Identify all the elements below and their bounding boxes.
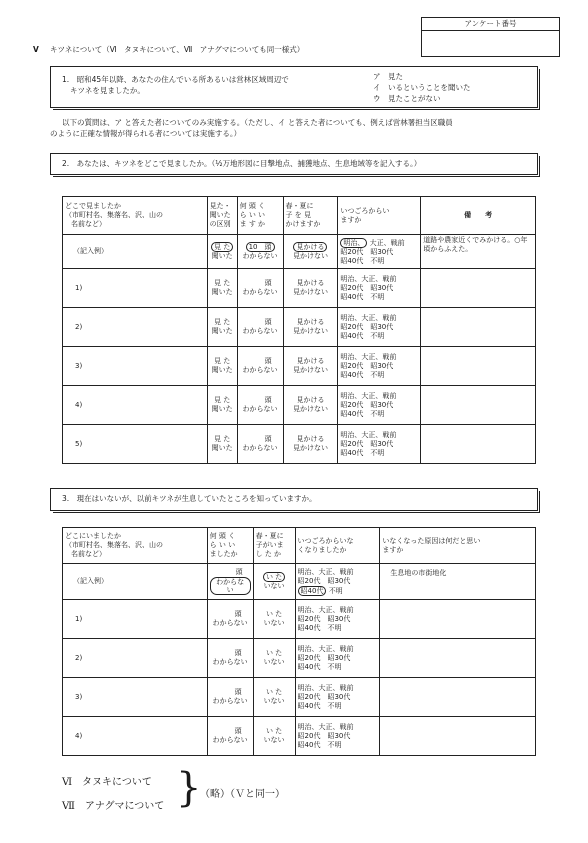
q3-header-reason-1: いなくなった原因は何だと思い (382, 536, 481, 545)
q2-row-seen (207, 425, 237, 464)
q3-row-season (253, 639, 295, 678)
footer-line-1: Ⅵ タヌキについて (62, 777, 152, 788)
q3-example-row (63, 564, 536, 600)
q2-row-when-line-3: 昭40代 不明 (340, 292, 385, 301)
q2-row-label (63, 308, 208, 347)
q2-header-season-2: 子 を 見 (285, 211, 311, 219)
q3-header-when-1: いつごろからいな (297, 536, 354, 545)
q2-header-seen-1: 見た・ (209, 202, 231, 210)
q3-row-when (295, 639, 380, 678)
q3-row (63, 678, 536, 717)
q2-example-when-3: 昭40代 不明 (340, 256, 385, 265)
q3-row-label-line-1: 1) (75, 614, 83, 623)
q2-row-season (283, 308, 338, 347)
q3-header-when-2: くなりましたか (297, 545, 347, 554)
q2-row-count (237, 425, 283, 464)
q2-row-seen (207, 347, 237, 386)
q3-header-place-3: 名前など） (71, 550, 106, 558)
q2-row-season-line-2: 見かけない (292, 327, 328, 335)
q3-header-season-1: 春・夏に (255, 532, 284, 540)
q2-row-seen-line-2: 聞いた (211, 366, 233, 374)
q2-row-season-line-1: 見かける (296, 357, 325, 365)
q3-row-count (207, 639, 253, 678)
q3-row-season (253, 717, 295, 756)
q3-row-count-line-2: わからない (212, 658, 248, 666)
q2-row-label-line-1: 5) (75, 439, 83, 448)
q3-row-when-line-3: 昭40代 不明 (297, 662, 342, 671)
q2-row-seen-line-2: 聞いた (211, 405, 233, 413)
q2-row-season-line-2: 見かけない (292, 444, 328, 452)
q3-row-season (253, 600, 295, 639)
q2-row-seen (207, 308, 237, 347)
q3-header-place-1: どこにいましたか (65, 532, 121, 540)
q3-example-count-circled: わからない (210, 577, 251, 595)
q3-header-count-1: 何 頭 く (209, 532, 236, 540)
q2-row-count (237, 269, 283, 308)
q3-header-place (63, 528, 208, 564)
q3-row-count-line-2: わからない (212, 619, 248, 627)
section-title: キツネについて（Ⅵ タヌキについて、Ⅶ アナグマについても同一様式） (50, 45, 305, 54)
q2-header-place-2: （市町村名、集落名、沢、山の (65, 211, 163, 219)
q2-row-when-line-2: 昭20代 昭30代 (340, 322, 394, 331)
footer-note: （略）（Ｖと同一） (200, 789, 285, 800)
q1-text-2: キツネを見ましたか。 (70, 86, 145, 95)
q2-row-label-line-1: 3) (75, 361, 83, 370)
q3-header-season (253, 528, 295, 564)
q2-header-place-3: 名前など） (71, 220, 106, 228)
q2-row-count-line-1: 頭 (264, 318, 272, 326)
q2-row-count-line-1: 頭 (264, 435, 272, 443)
q2-row-label (63, 269, 208, 308)
q2-row-season (283, 269, 338, 308)
q3-example-count-1: 頭 (235, 568, 243, 576)
q2-header-count (237, 197, 283, 235)
q2-row-when-line-1: 明治、大正、戦前 (340, 430, 397, 439)
q3-row-season-line-1: い た (265, 688, 283, 696)
q2-row-count-line-2: わからない (242, 444, 278, 452)
q2-row-label-line-1: 2) (75, 322, 83, 331)
q2-header-when-1: いつごろからい (340, 206, 390, 215)
q3-row-when-line-2: 昭20代 昭30代 (297, 692, 351, 701)
q2-text: 2. あなたは、キツネをどこで見ましたか。（½万地形図に目撃地点、捕獲地点、生息地域等を記入する。） (62, 159, 422, 168)
q2-example-when (338, 235, 421, 269)
q2-row-count (237, 347, 283, 386)
q3-header-count (207, 528, 253, 564)
survey-number-label: アンケート番号 (422, 18, 559, 31)
q2-row-season-line-2: 見かけない (292, 366, 328, 374)
q3-row-when-line-2: 昭20代 昭30代 (297, 731, 351, 740)
q2-row-seen-line-2: 聞いた (211, 288, 233, 296)
q2-row-when (338, 386, 421, 425)
q2-row-count-line-2: わからない (242, 327, 278, 335)
q3-header-season-3: し た か (255, 550, 282, 558)
q2-table (62, 196, 536, 464)
q3-row-label-line-1: 3) (75, 692, 83, 701)
q3-row-count (207, 717, 253, 756)
q2-header-place (63, 197, 208, 235)
q2-row-when (338, 308, 421, 347)
q3-row-season-line-1: い た (265, 727, 283, 735)
q2-row-when-line-1: 明治、大正、戦前 (340, 313, 397, 322)
q3-header-row (63, 528, 536, 564)
q2-example-label: （記入例） (63, 235, 208, 269)
q3-row-label (63, 639, 208, 678)
q2-row-count-line-1: 頭 (264, 396, 272, 404)
q3-row-count (207, 678, 253, 717)
q3-row-label-line-1: 2) (75, 653, 83, 662)
q2-row-season-line-1: 見かける (296, 279, 325, 287)
q3-row-reason (380, 717, 536, 756)
q2-row-count-line-1: 頭 (264, 279, 272, 287)
q3-header-place-2: （市町村名、集落名、沢、山の (65, 541, 163, 549)
q2-row-count-line-2: わからない (242, 366, 278, 374)
q2-row-when-line-1: 明治、大正、戦前 (340, 391, 397, 400)
q2-header-row (63, 197, 536, 235)
q3-row-when-line-3: 昭40代 不明 (297, 740, 342, 749)
q3-header-count-2: ら い い (209, 541, 236, 549)
q3-row-when (295, 600, 380, 639)
q2-row-season-line-2: 見かけない (292, 405, 328, 413)
q2-header-seen-3: の区別 (209, 220, 231, 228)
q3-header-count-3: ましたか (209, 550, 238, 558)
footer-brace-icon: } (176, 765, 202, 811)
q2-row-season-line-2: 見かけない (292, 288, 328, 296)
q3-row-label (63, 717, 208, 756)
q2-header-count-2: ら い い (239, 211, 266, 219)
q1-option-a: ア 見た (373, 72, 403, 81)
q3-text: 3. 現在はいないが、以前キツネが生息していたところを知っていますか。 (62, 494, 317, 503)
q3-example-when-1: 明治、大正、戦前 (297, 567, 354, 576)
q2-row-label-line-1: 1) (75, 283, 83, 292)
q3-row (63, 639, 536, 678)
q2-row-count-line-1: 頭 (264, 357, 272, 365)
q1-text-1: 1. 昭和45年以降、あなたの住んでいる所あるいは営林区域周辺で (62, 75, 289, 84)
q2-header-count-3: ま す か (239, 220, 266, 228)
q2-row-when (338, 269, 421, 308)
q3-row-when-line-1: 明治、大正、戦前 (297, 722, 354, 731)
q3-example-when-circled: 昭40代 (298, 586, 327, 596)
q3-example-count (207, 564, 253, 600)
q2-row-when-line-1: 明治、大正、戦前 (340, 274, 397, 283)
q2-example-when-2: 昭20代 昭30代 (340, 247, 394, 256)
q3-row-count-line-2: わからない (212, 736, 248, 744)
q2-row-seen-line-1: 見 た (214, 279, 231, 287)
q3-example-label: （記入例） (63, 564, 208, 600)
q2-row-when-line-2: 昭20代 昭30代 (340, 400, 394, 409)
q2-row-when-line-2: 昭20代 昭30代 (340, 283, 394, 292)
q2-row-when-line-1: 明治、大正、戦前 (340, 352, 397, 361)
q3-row-count-line-1: 頭 (234, 610, 242, 618)
q3-row-count-line-1: 頭 (234, 727, 242, 735)
q3-header-reason-2: ますか (382, 545, 404, 554)
q2-row-count-line-2: わからない (242, 405, 278, 413)
q2-row-season (283, 347, 338, 386)
q2-example-season (283, 235, 338, 269)
q2-row-seen-line-2: 聞いた (211, 327, 233, 335)
q3-example-season (253, 564, 295, 600)
q2-row-label (63, 425, 208, 464)
q2-row-remark (421, 425, 536, 464)
q3-row-season-line-2: いない (263, 658, 285, 666)
q3-row-label (63, 678, 208, 717)
q1-option-b: イ いるということを聞いた (373, 83, 471, 92)
q2-row-seen-line-2: 聞いた (211, 444, 233, 452)
q3-row-when (295, 678, 380, 717)
q3-row-season-line-2: いない (263, 697, 285, 705)
q2-row-season (283, 386, 338, 425)
q2-row (63, 386, 536, 425)
q2-row (63, 425, 536, 464)
q3-row-season-line-1: い た (265, 649, 283, 657)
q3-row (63, 717, 536, 756)
q3-row-label (63, 600, 208, 639)
q3-example-when-3b: 不明 (328, 586, 343, 595)
q2-example-when-circled: 明治、 (340, 238, 367, 248)
q2-row-seen (207, 386, 237, 425)
q2-header-season-1: 春・夏に (285, 202, 314, 210)
q2-row-remark (421, 386, 536, 425)
q3-row-when-line-1: 明治、大正、戦前 (297, 644, 354, 653)
q2-example-count-2: わからない (242, 252, 278, 260)
q2-header-when-2: ますか (340, 215, 362, 224)
q3-row-count (207, 600, 253, 639)
q3-row-when-line-3: 昭40代 不明 (297, 623, 342, 632)
q2-row-season-line-1: 見かける (296, 396, 325, 404)
q2-header-seen (207, 197, 237, 235)
note-line-1: 以下の質問は、ア と答えた者についてのみ実施する。（ただし、イ と答えた者についても、例えば営林署担当区職員 (62, 118, 453, 127)
q2-row-seen-line-1: 見 た (214, 435, 231, 443)
q2-row-seen (207, 269, 237, 308)
q2-row-seen-line-1: 見 た (214, 396, 231, 404)
q2-row-when-line-2: 昭20代 昭30代 (340, 439, 394, 448)
q3-row-when-line-2: 昭20代 昭30代 (297, 653, 351, 662)
survey-number-box (421, 17, 560, 57)
q3-example-reason: 生息地の市街地化 (380, 564, 536, 600)
q2-row-remark (421, 269, 536, 308)
q2-row-label (63, 347, 208, 386)
q2-example-remark: 道路や農家近くでみかける。○年頃からふえた。 (421, 235, 536, 269)
q2-row-remark (421, 308, 536, 347)
q2-row-count-line-2: わからない (242, 288, 278, 296)
q3-header-season-2: 子がいま (255, 541, 284, 549)
section-number: V (33, 45, 39, 54)
q3-row-reason (380, 600, 536, 639)
q3-table (62, 527, 536, 756)
q2-example-count (237, 235, 283, 269)
q3-row-season-line-2: いない (263, 619, 285, 627)
q2-header-season (283, 197, 338, 235)
q3-example-when (295, 564, 380, 600)
q3-row-reason (380, 639, 536, 678)
q3-row-season-line-2: いない (263, 736, 285, 744)
q2-row-season (283, 425, 338, 464)
q2-header-count-1: 何 頭 く (239, 202, 266, 210)
q2-header-when (338, 197, 421, 235)
q2-example-season-circled: 見かける (293, 242, 327, 252)
q2-example-season-2: 見かけない (292, 252, 328, 260)
q2-row-when-line-2: 昭20代 昭30代 (340, 361, 394, 370)
q3-row-label-line-1: 4) (75, 731, 83, 740)
q3-row-count-line-2: わからない (212, 697, 248, 705)
q2-header-season-3: かけますか (285, 220, 321, 228)
q2-row-when (338, 425, 421, 464)
q2-example-seen (207, 235, 237, 269)
q2-row-season-line-1: 見かける (296, 318, 325, 326)
q2-row-seen-line-1: 見 た (214, 357, 231, 365)
q2-row-when-line-3: 昭40代 不明 (340, 409, 385, 418)
q3-row-count-line-1: 頭 (234, 649, 242, 657)
q2-example-when-1b: 大正、戦前 (369, 238, 405, 247)
footer-line-2: Ⅶ アナグマについて (62, 801, 165, 812)
q2-example-seen-2: 聞いた (211, 252, 233, 260)
q2-row (63, 269, 536, 308)
q3-header-when (295, 528, 380, 564)
q2-example-count-circled: 10 頭 (246, 242, 275, 252)
q2-header-place-1: どこで見ましたか (65, 202, 121, 210)
q3-row-when-line-3: 昭40代 不明 (297, 701, 342, 710)
q1-option-c: ウ 見たことがない (373, 94, 441, 103)
q3-row-when-line-1: 明治、大正、戦前 (297, 605, 354, 614)
q3-row-reason (380, 678, 536, 717)
q3-row-season (253, 678, 295, 717)
q3-row-when-line-1: 明治、大正、戦前 (297, 683, 354, 692)
q2-row-remark (421, 347, 536, 386)
q2-row-season-line-1: 見かける (296, 435, 325, 443)
q2-example-seen-circled: 見 た (211, 242, 233, 252)
q2-row-when (338, 347, 421, 386)
q3-header-reason (380, 528, 536, 564)
q2-example-row (63, 235, 536, 269)
q3-row (63, 600, 536, 639)
q2-row-count (237, 386, 283, 425)
q3-example-when-2: 昭20代 昭30代 (297, 576, 351, 585)
q2-row-seen-line-1: 見 た (214, 318, 231, 326)
q3-row-when-line-2: 昭20代 昭30代 (297, 614, 351, 623)
q2-header-seen-2: 聞いた (209, 211, 231, 219)
q2-row-label (63, 386, 208, 425)
q2-row-when-line-3: 昭40代 不明 (340, 448, 385, 457)
q3-row-when (295, 717, 380, 756)
q3-example-season-2: いない (263, 582, 285, 590)
q3-row-season-line-1: い た (265, 610, 283, 618)
q2-row (63, 308, 536, 347)
q3-example-season-circled: い た (263, 572, 285, 582)
q2-row (63, 347, 536, 386)
q2-header-remarks: 備 考 (421, 197, 536, 235)
q2-row-count (237, 308, 283, 347)
q2-row-label-line-1: 4) (75, 400, 83, 409)
q3-row-count-line-1: 頭 (234, 688, 242, 696)
q2-row-when-line-3: 昭40代 不明 (340, 370, 385, 379)
q2-row-when-line-3: 昭40代 不明 (340, 331, 385, 340)
note-line-2: のように正確な情報が得られる者については実施する。） (50, 129, 242, 138)
